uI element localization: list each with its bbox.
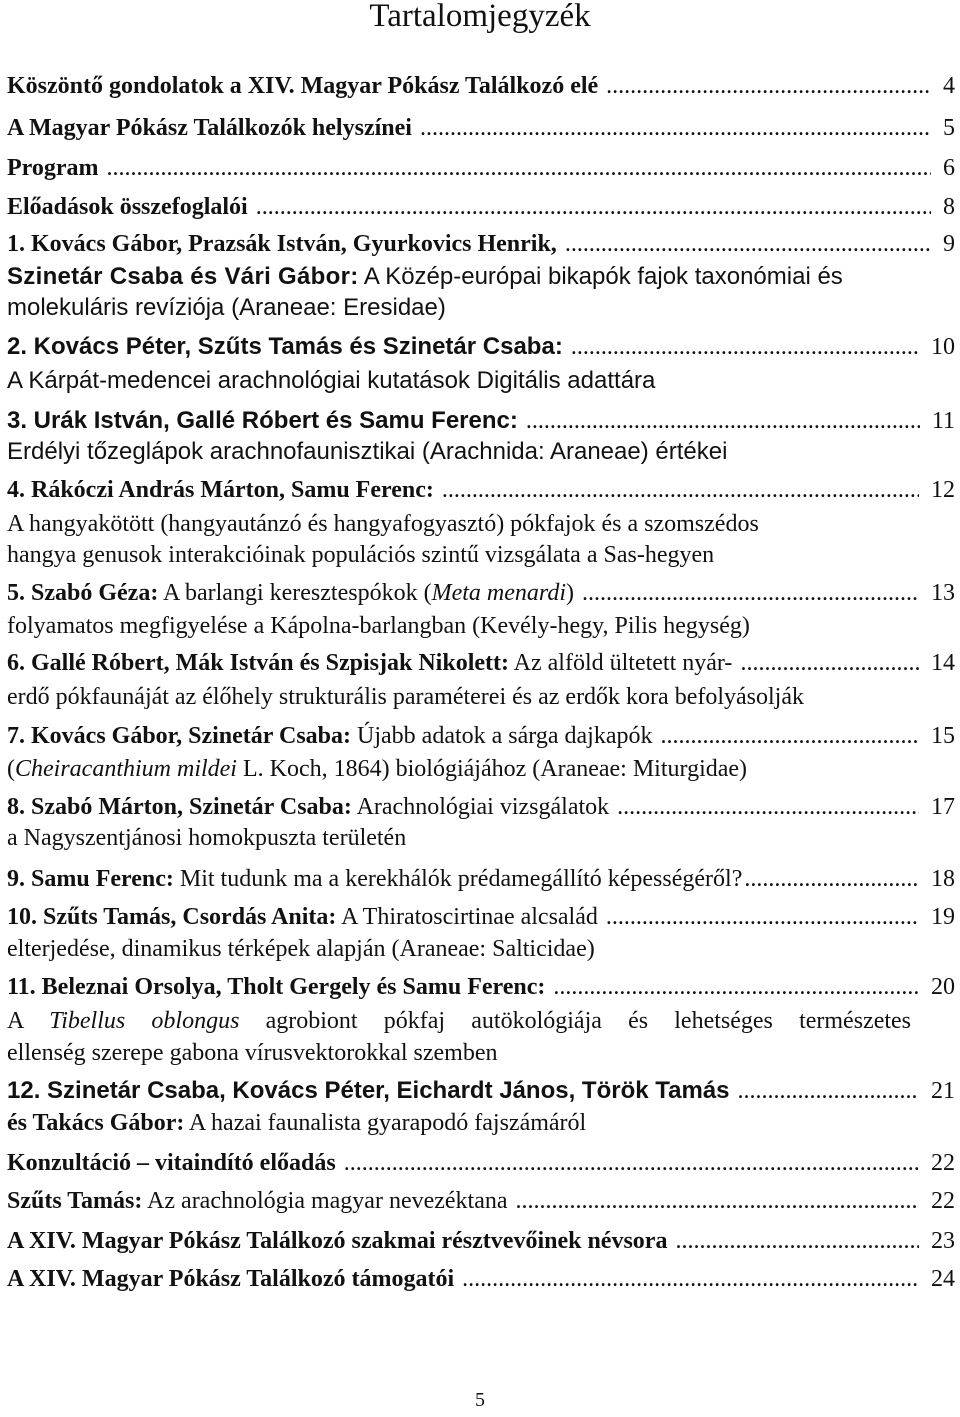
leader-dots — [582, 578, 919, 608]
toc-entry — [7, 406, 955, 436]
entry-title: A Magyar Pókász Találkozók helyszínei — [7, 115, 412, 141]
entry-continuation: A Tibellus oblongus agrobiont pókfaj autökológiája és lehetséges természetes — [7, 1008, 911, 1034]
entry-title: 2. Kovács Péter, Szűts Tamás és Szinetár Csaba: — [7, 333, 563, 360]
page-ref: 5 — [943, 115, 955, 141]
toc-entry — [7, 113, 955, 143]
entry-title: Konzultáció – vitaindító előadás — [7, 1150, 336, 1176]
leader-dots — [516, 1186, 919, 1216]
leader-dots — [107, 153, 931, 183]
entry-continuation: folyamatos megfigyelése a Kápolna-barlangban (Kevély-hegy, Pilis hegység) — [7, 613, 750, 639]
entry-continuation: erdő pókfaunáját az élőhely strukturális paraméterei és az erdők kora befolyásolják — [7, 684, 804, 710]
page-ref: 21 — [931, 1078, 955, 1104]
leader-dots — [256, 192, 931, 222]
page-ref: 8 — [943, 194, 955, 220]
entry-title: 9. Samu Ferenc: — [7, 866, 174, 892]
species-name: Tibellus oblongus — [49, 1008, 240, 1034]
page-ref: 18 — [931, 866, 955, 892]
entry-subtitle: A Közép-európai bikapók fajok taxonómiai és — [358, 263, 843, 290]
entry-continuation: A hangyakötött (hangyautánzó és hangyafogyasztó) pókfajok és a szomszédos — [7, 511, 759, 537]
page-ref: 10 — [931, 334, 955, 360]
entry-continuation: és Takács Gábor: A hazai faunalista gyarapodó fajszámáról — [7, 1110, 587, 1136]
page-ref: 6 — [943, 155, 955, 181]
page-ref: 11 — [931, 408, 955, 434]
entry-continuation: a Nagyszentjánosi homokpuszta területén — [7, 825, 407, 851]
entry-title: 4. Rákóczi András Márton, Samu Ferenc: — [7, 477, 434, 503]
page-ref: 23 — [931, 1228, 955, 1254]
entry-title: Program — [7, 155, 99, 181]
page-number: 5 — [475, 1389, 485, 1411]
toc-entry — [7, 972, 955, 1002]
entry-title: A XIV. Magyar Pókász Találkozó szakmai résztvevőinek névsora — [7, 1228, 668, 1254]
leader-dots — [740, 648, 919, 678]
entry-continuation: (Cheiracanthium mildei L. Koch, 1864) biológiájához (Araneae: Miturgidae) — [7, 756, 748, 782]
entry-title: Köszöntő gondolatok a XIV. Magyar Pókász Találkozó elé — [7, 73, 599, 99]
leader-dots — [462, 1264, 919, 1294]
leader-dots — [617, 792, 919, 822]
entry-continuation: A Kárpát-medencei arachnológiai kutatások Digitális adattára — [7, 367, 656, 394]
leader-dots — [660, 721, 919, 751]
entry-title: 8. Szabó Márton, Szinetár Csaba: — [7, 794, 352, 820]
page-ref: 22 — [931, 1150, 955, 1176]
entry-authors: Szinetár Csaba és Vári Gábor: — [7, 263, 359, 290]
entry-continuation: hangya genusok interakcióinak populációs szintű vizsgálata a Sas-hegyen — [7, 542, 715, 568]
page-ref: 19 — [931, 904, 955, 930]
toc-entry — [7, 475, 955, 505]
toc-entry: 10. Szűts Tamás, Csordás Anita: A Thiratoscirtinae alcsalád ..... 19 — [7, 902, 955, 932]
entry-title: 5. Szabó Géza: — [7, 580, 159, 606]
entry-continuation — [7, 262, 843, 292]
toc-entry: 6. Gallé Róbert, Mák István és Szpisjak Nikolett: Az alföld ültetett nyár- ..... 14 — [7, 648, 955, 678]
toc-entry — [7, 1226, 955, 1256]
toc-entry — [7, 1148, 955, 1178]
entry-title: 6. Gallé Róbert, Mák István és Szpisjak Nikolett: — [7, 650, 509, 676]
toc-entry — [7, 192, 955, 222]
page-ref: 13 — [931, 580, 955, 606]
toc-entry: 9. Samu Ferenc: Mit tudunk ma a kerekhálók prédamegállító képességéről? ..... 18 — [7, 864, 955, 894]
page-ref: 15 — [931, 723, 955, 749]
leader-dots — [744, 864, 919, 894]
page-ref: 4 — [943, 73, 955, 99]
entry-title: 3. Urák István, Gallé Róbert és Samu Ferenc: — [7, 407, 518, 434]
leader-dots — [526, 406, 920, 436]
leader-dots — [344, 1148, 919, 1178]
leader-dots — [420, 113, 931, 143]
leader-dots — [606, 71, 931, 101]
entry-continuation: ellenség szerepe gabona vírusvektorokkal szemben — [7, 1040, 498, 1066]
toc-entry: 8. Szabó Márton, Szinetár Csaba: Arachnológiai vizsgálatok ..... 17 — [7, 792, 955, 822]
entry-continuation: elterjedése, dinamikus térképek alapján (Araneae: Salticidae) — [7, 936, 595, 962]
toc-entry — [7, 71, 955, 101]
leader-dots — [606, 902, 919, 932]
toc-entry: 7. Kovács Gábor, Szinetár Csaba: Újabb adatok a sárga dajkapók ..... 15 — [7, 721, 955, 751]
toc-entry — [7, 229, 955, 259]
entry-title: 12. Szinetár Csaba, Kovács Péter, Eichardt János, Török Tamás — [7, 1077, 730, 1104]
entry-title: A XIV. Magyar Pókász Találkozó támogatói — [7, 1266, 455, 1292]
page-ref: 12 — [931, 477, 955, 503]
entry-title: Előadások összefoglalói — [7, 194, 248, 220]
entry-title: 10. Szűts Tamás, Csordás Anita: — [7, 904, 337, 930]
leader-dots — [675, 1226, 919, 1256]
toc-entry — [7, 332, 955, 362]
entry-authors: és Takács Gábor: — [7, 1110, 185, 1136]
entry-title: 11. Beleznai Orsolya, Tholt Gergely és Samu Ferenc: — [7, 974, 546, 1000]
page-title: Tartalomjegyzék — [369, 0, 591, 34]
toc-entry — [7, 1264, 955, 1294]
page-ref: 24 — [931, 1266, 955, 1292]
entry-title: 7. Kovács Gábor, Szinetár Csaba: — [7, 723, 352, 749]
entry-continuation: Erdélyi tőzeglápok arachnofaunisztikai (Arachnida: Araneae) értékei — [7, 438, 728, 465]
toc-entry: 5. Szabó Géza: A barlangi keresztespókok (Meta menardi) ..... 13 — [7, 578, 955, 608]
entry-title: Szűts Tamás: — [7, 1188, 143, 1214]
toc-entry — [7, 153, 955, 183]
page-ref: 22 — [931, 1188, 955, 1214]
entry-continuation: molekuláris revíziója (Araneae: Eresidae) — [7, 294, 446, 321]
leader-dots — [565, 229, 931, 259]
page-ref: 17 — [931, 794, 955, 820]
toc-entry — [7, 1076, 955, 1106]
entry-title: 1. Kovács Gábor, Prazsák István, Gyurkovics Henrik, — [7, 231, 557, 257]
species-name: Cheiracanthium mildei — [15, 756, 237, 782]
page-ref: 14 — [931, 650, 955, 676]
leader-dots — [738, 1076, 919, 1106]
leader-dots — [553, 972, 919, 1002]
species-name: Meta menardi — [431, 580, 566, 606]
leader-dots — [442, 475, 919, 505]
page-ref: 9 — [943, 231, 955, 257]
page-ref: 20 — [931, 974, 955, 1000]
toc-entry: Szűts Tamás: Az arachnológia magyar nevezéktana ..... 22 — [7, 1186, 955, 1216]
leader-dots — [571, 332, 919, 362]
